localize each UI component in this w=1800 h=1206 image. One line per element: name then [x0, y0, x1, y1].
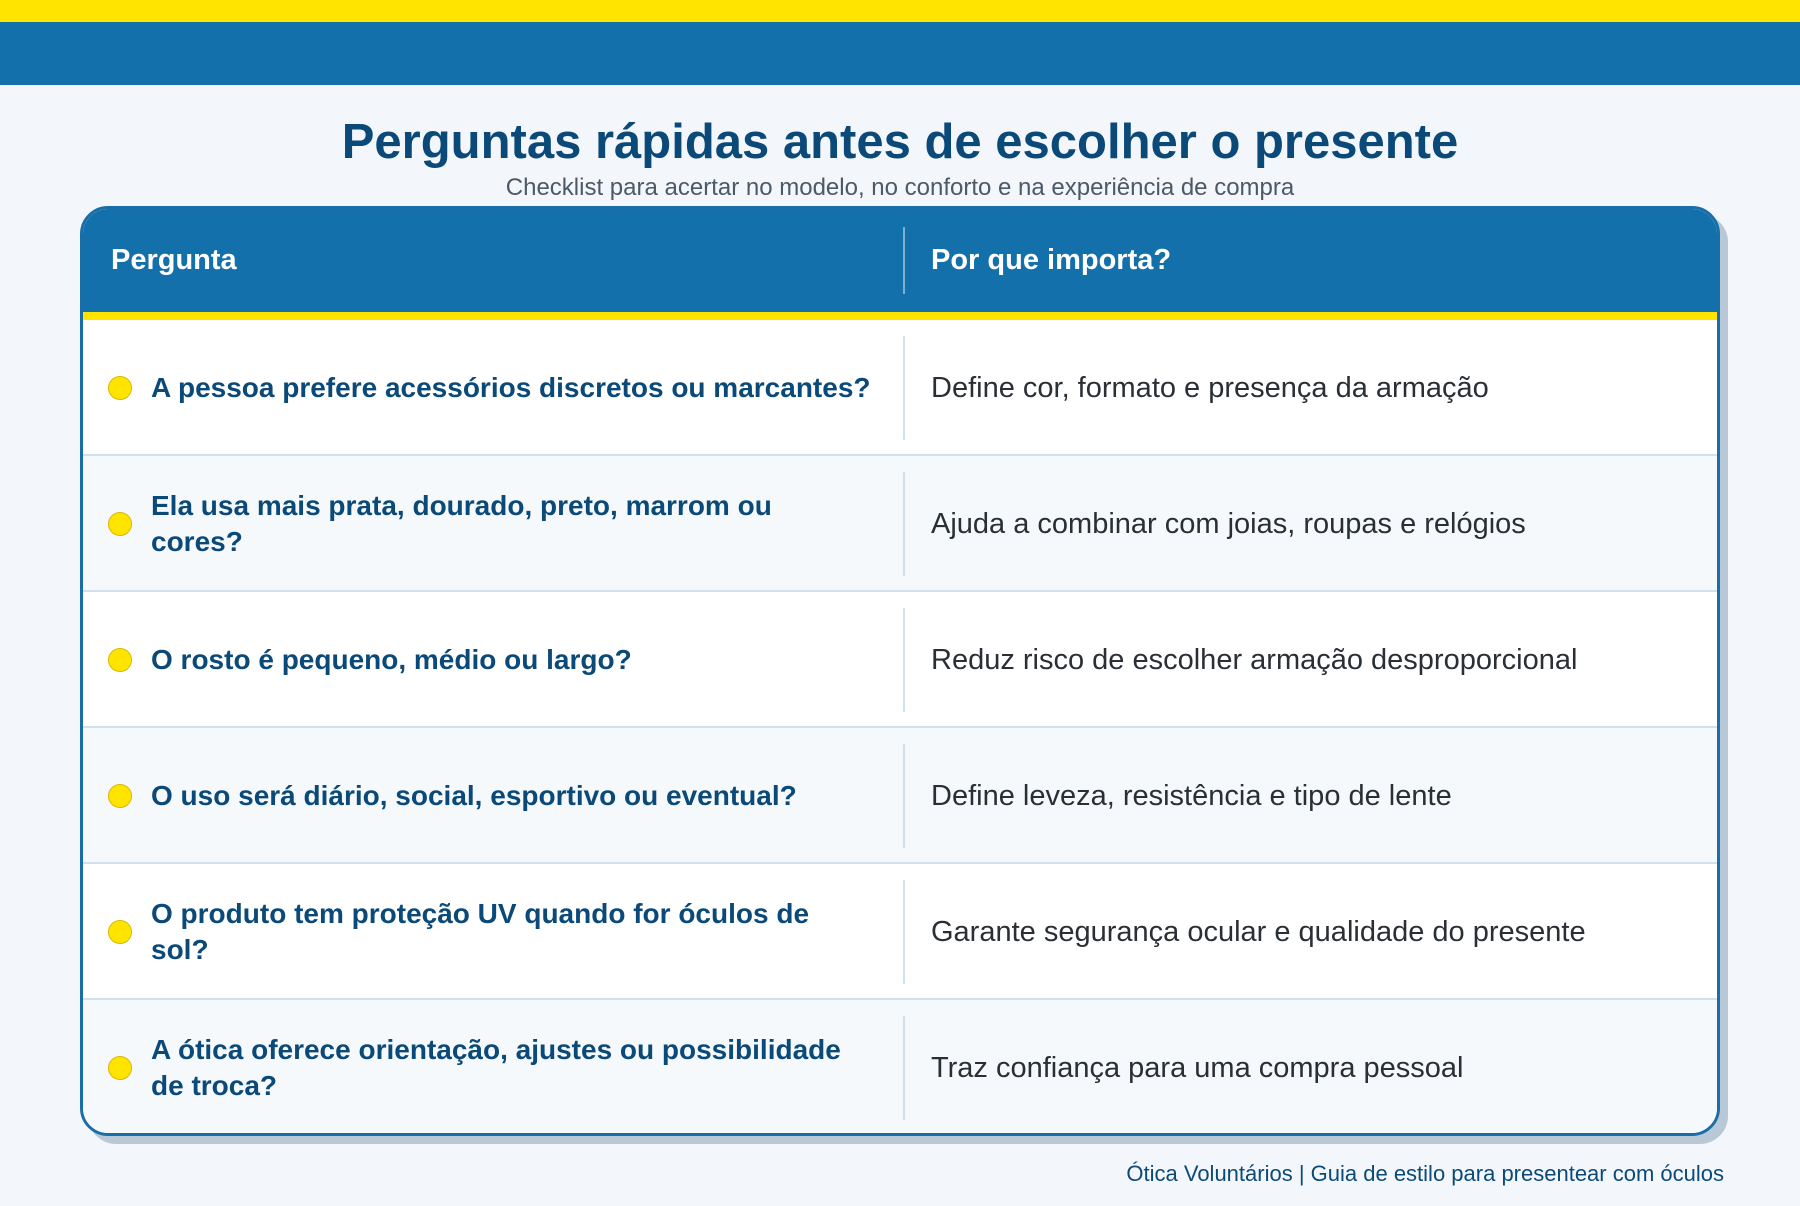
top-blue-band	[0, 22, 1800, 85]
table-row	[83, 456, 1717, 592]
reason-cell: Define cor, formato e presença da armação	[931, 371, 1489, 404]
bullet-icon	[108, 784, 132, 808]
column-divider	[903, 472, 905, 576]
table-row	[83, 320, 1717, 456]
bullet-icon	[108, 1056, 132, 1080]
column-divider	[903, 608, 905, 712]
checklist-table	[80, 206, 1720, 1136]
header-divider	[903, 227, 905, 294]
column-divider	[903, 880, 905, 984]
bullet-icon	[108, 920, 132, 944]
reason-cell: Ajuda a combinar com joias, roupas e relógios	[931, 507, 1526, 540]
reason-cell: Garante segurança ocular e qualidade do presente	[931, 915, 1586, 948]
bullet-icon	[108, 512, 132, 536]
question-cell: A ótica oferece orientação, ajustes ou possibilidade de troca?	[151, 1034, 841, 1101]
table-row	[83, 1000, 1717, 1136]
column-divider	[903, 1016, 905, 1120]
question-cell: O produto tem proteção UV quando for óculos de sol?	[151, 898, 810, 965]
column-header-question: Pergunta	[111, 244, 237, 276]
question-cell: O uso será diário, social, esportivo ou eventual?	[151, 780, 797, 811]
reason-cell: Reduz risco de escolher armação desproporcional	[931, 643, 1578, 676]
bullet-icon	[108, 648, 132, 672]
reason-cell: Define leveza, resistência e tipo de lente	[931, 779, 1452, 812]
footer-credit: Ótica Voluntários | Guia de estilo para presentear com óculos	[1126, 1161, 1724, 1186]
question-cell: A pessoa prefere acessórios discretos ou marcantes?	[151, 372, 871, 403]
table-row	[83, 728, 1717, 864]
column-divider	[903, 744, 905, 848]
table-header	[83, 209, 1717, 312]
question-cell: O rosto é pequeno, médio ou largo?	[151, 644, 632, 675]
bullet-icon	[108, 376, 132, 400]
top-yellow-band	[0, 0, 1800, 22]
question-cell: Ela usa mais prata, dourado, preto, marrom ou cores?	[151, 490, 772, 557]
table-row	[83, 864, 1717, 1000]
page-title: Perguntas rápidas antes de escolher o presente	[341, 115, 1459, 169]
reason-cell: Traz confiança para uma compra pessoal	[931, 1051, 1464, 1084]
column-divider	[903, 336, 905, 440]
table-row	[83, 592, 1717, 728]
column-header-reason: Por que importa?	[931, 244, 1172, 276]
header-yellow-stripe	[83, 312, 1717, 320]
page-subtitle: Checklist para acertar no modelo, no conforto e na experiência de compra	[505, 174, 1295, 201]
